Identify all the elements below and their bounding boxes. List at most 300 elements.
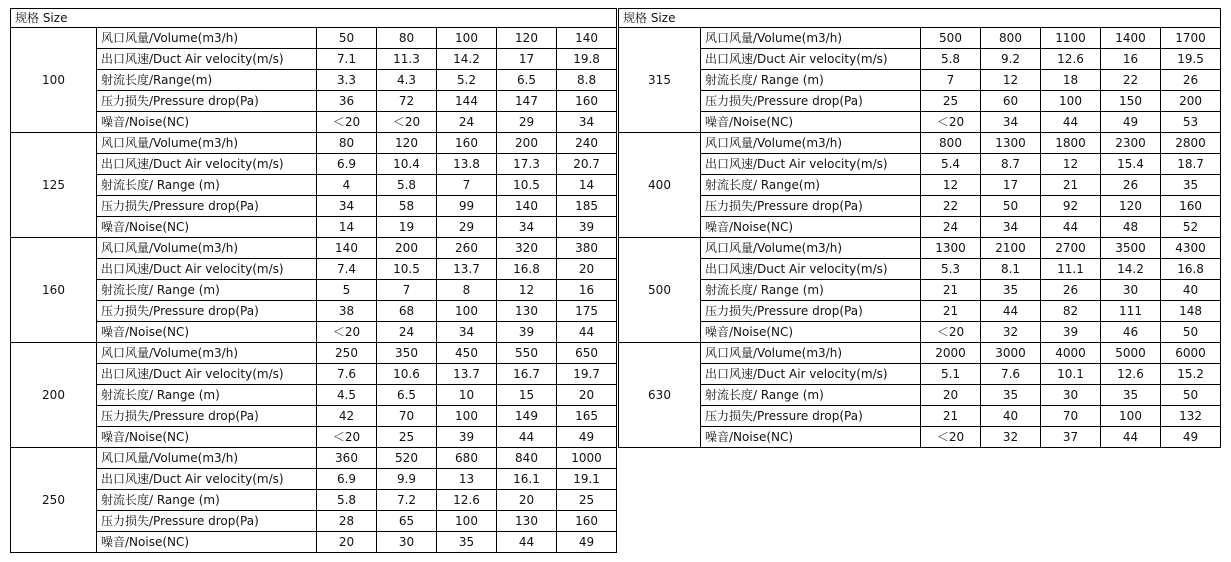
parameter-label: 风口风量/Volume(m3/h): [701, 133, 921, 154]
value-cell: 35: [981, 280, 1041, 301]
parameter-label: 出口风速/Duct Air velocity(m/s): [701, 49, 921, 70]
value-cell: 160: [437, 133, 497, 154]
value-cell: 1400: [1101, 28, 1161, 49]
table-row: [11, 70, 617, 91]
value-cell: ＜20: [377, 112, 437, 133]
value-cell: 9.9: [377, 469, 437, 490]
parameter-label: 射流长度/ Range(m): [701, 175, 921, 196]
value-cell: 15.2: [1161, 364, 1221, 385]
parameter-label: 压力损失/Pressure drop(Pa): [97, 406, 317, 427]
parameter-label: 出口风速/Duct Air velocity(m/s): [97, 49, 317, 70]
value-cell: 8.7: [981, 154, 1041, 175]
value-cell: 7.6: [317, 364, 377, 385]
table-row: [11, 532, 617, 553]
table-row: [11, 154, 617, 175]
value-cell: 6.9: [317, 469, 377, 490]
value-cell: 8: [437, 280, 497, 301]
value-cell: 130: [497, 511, 557, 532]
value-cell: 20: [317, 532, 377, 553]
value-cell: 39: [497, 322, 557, 343]
value-cell: 2100: [981, 238, 1041, 259]
table-row: [11, 511, 617, 532]
spec-table-left: [10, 8, 617, 553]
value-cell: 5.8: [317, 490, 377, 511]
value-cell: 22: [1101, 70, 1161, 91]
value-cell: 11.1: [1041, 259, 1101, 280]
value-cell: 19.5: [1161, 49, 1221, 70]
value-cell: 120: [497, 28, 557, 49]
size-header-label: 规格 Size: [619, 9, 1221, 28]
parameter-label: 射流长度/ Range (m): [97, 175, 317, 196]
value-cell: 48: [1101, 217, 1161, 238]
value-cell: 380: [557, 238, 617, 259]
table-row: [619, 91, 1221, 112]
table-row: [619, 385, 1221, 406]
table-row: [11, 112, 617, 133]
value-cell: 360: [317, 448, 377, 469]
table-row: [11, 469, 617, 490]
parameter-label: 风口风量/Volume(m3/h): [97, 238, 317, 259]
table-row: [619, 427, 1221, 448]
value-cell: 2300: [1101, 133, 1161, 154]
value-cell: 11.3: [377, 49, 437, 70]
value-cell: 6.9: [317, 154, 377, 175]
value-cell: 44: [497, 427, 557, 448]
parameter-label: 噪音/Noise(NC): [97, 112, 317, 133]
value-cell: 5: [317, 280, 377, 301]
value-cell: 12.6: [1041, 49, 1101, 70]
table-row: [11, 322, 617, 343]
size-cell: 400: [619, 133, 701, 238]
value-cell: 150: [1101, 91, 1161, 112]
table-row: [11, 238, 617, 259]
table-row: [619, 217, 1221, 238]
parameter-label: 风口风量/Volume(m3/h): [701, 28, 921, 49]
parameter-label: 压力损失/Pressure drop(Pa): [97, 511, 317, 532]
value-cell: 44: [497, 532, 557, 553]
value-cell: 2000: [921, 343, 981, 364]
value-cell: 34: [981, 112, 1041, 133]
table-row: [619, 364, 1221, 385]
value-cell: 21: [921, 301, 981, 322]
value-cell: 200: [377, 238, 437, 259]
size-cell: 630: [619, 343, 701, 448]
value-cell: 82: [1041, 301, 1101, 322]
size-cell: 125: [11, 133, 97, 238]
parameter-label: 噪音/Noise(NC): [701, 427, 921, 448]
parameter-label: 射流长度/Range(m): [97, 70, 317, 91]
value-cell: 22: [921, 196, 981, 217]
value-cell: 99: [437, 196, 497, 217]
value-cell: 34: [497, 217, 557, 238]
value-cell: 16.8: [1161, 259, 1221, 280]
value-cell: 58: [377, 196, 437, 217]
table-row: [11, 28, 617, 49]
parameter-label: 压力损失/Pressure drop(Pa): [701, 196, 921, 217]
value-cell: 14.2: [1101, 259, 1161, 280]
value-cell: 19.8: [557, 49, 617, 70]
value-cell: 30: [1101, 280, 1161, 301]
spec-table-left-body: [11, 9, 617, 553]
value-cell: 12: [981, 70, 1041, 91]
table-row: [11, 343, 617, 364]
spec-table-right: [618, 8, 1221, 448]
value-cell: 21: [921, 406, 981, 427]
parameter-label: 压力损失/Pressure drop(Pa): [701, 406, 921, 427]
table-row: [11, 133, 617, 154]
value-cell: 14: [557, 175, 617, 196]
value-cell: 5.8: [377, 175, 437, 196]
value-cell: 24: [377, 322, 437, 343]
value-cell: 12.6: [1101, 364, 1161, 385]
value-cell: 40: [981, 406, 1041, 427]
value-cell: 13.8: [437, 154, 497, 175]
value-cell: 4300: [1161, 238, 1221, 259]
value-cell: 10.5: [377, 259, 437, 280]
value-cell: 24: [437, 112, 497, 133]
size-cell: 315: [619, 28, 701, 133]
parameter-label: 出口风速/Duct Air velocity(m/s): [701, 259, 921, 280]
parameter-label: 噪音/Noise(NC): [97, 427, 317, 448]
value-cell: 16: [1101, 49, 1161, 70]
parameter-label: 噪音/Noise(NC): [701, 322, 921, 343]
parameter-label: 风口风量/Volume(m3/h): [97, 133, 317, 154]
value-cell: 44: [1041, 112, 1101, 133]
parameter-label: 射流长度/ Range (m): [701, 385, 921, 406]
table-header-row: [11, 9, 617, 28]
value-cell: 130: [497, 301, 557, 322]
value-cell: 39: [437, 427, 497, 448]
value-cell: ＜20: [317, 322, 377, 343]
value-cell: 4.3: [377, 70, 437, 91]
table-row: [619, 343, 1221, 364]
value-cell: 14.2: [437, 49, 497, 70]
value-cell: 12: [921, 175, 981, 196]
value-cell: 16.8: [497, 259, 557, 280]
value-cell: ＜20: [921, 322, 981, 343]
parameter-label: 压力损失/Pressure drop(Pa): [701, 301, 921, 322]
value-cell: 149: [497, 406, 557, 427]
value-cell: 3500: [1101, 238, 1161, 259]
parameter-label: 射流长度/ Range (m): [97, 385, 317, 406]
value-cell: 34: [437, 322, 497, 343]
value-cell: 70: [1041, 406, 1101, 427]
table-row: [11, 406, 617, 427]
table-row: [11, 91, 617, 112]
value-cell: 4000: [1041, 343, 1101, 364]
value-cell: 6000: [1161, 343, 1221, 364]
parameter-label: 射流长度/ Range (m): [97, 280, 317, 301]
value-cell: 240: [557, 133, 617, 154]
value-cell: 148: [1161, 301, 1221, 322]
value-cell: 100: [437, 28, 497, 49]
parameter-label: 出口风速/Duct Air velocity(m/s): [97, 469, 317, 490]
value-cell: 120: [377, 133, 437, 154]
value-cell: 350: [377, 343, 437, 364]
value-cell: 32: [981, 427, 1041, 448]
value-cell: 160: [557, 91, 617, 112]
value-cell: 28: [317, 511, 377, 532]
value-cell: 38: [317, 301, 377, 322]
value-cell: 7.6: [981, 364, 1041, 385]
value-cell: 68: [377, 301, 437, 322]
value-cell: 450: [437, 343, 497, 364]
value-cell: 250: [317, 343, 377, 364]
value-cell: 7.2: [377, 490, 437, 511]
parameter-label: 风口风量/Volume(m3/h): [97, 343, 317, 364]
spec-table-right-body: [619, 9, 1221, 448]
value-cell: 39: [1041, 322, 1101, 343]
value-cell: 39: [557, 217, 617, 238]
value-cell: 49: [557, 532, 617, 553]
value-cell: 260: [437, 238, 497, 259]
value-cell: 17: [497, 49, 557, 70]
table-row: [619, 259, 1221, 280]
value-cell: 20: [921, 385, 981, 406]
value-cell: 40: [1161, 280, 1221, 301]
value-cell: 500: [921, 28, 981, 49]
table-row: [619, 280, 1221, 301]
value-cell: 100: [1101, 406, 1161, 427]
size-cell: 250: [11, 448, 97, 553]
value-cell: 9.2: [981, 49, 1041, 70]
table-row: [11, 448, 617, 469]
value-cell: 3.3: [317, 70, 377, 91]
value-cell: 34: [557, 112, 617, 133]
parameter-label: 噪音/Noise(NC): [97, 217, 317, 238]
value-cell: 50: [981, 196, 1041, 217]
value-cell: 140: [497, 196, 557, 217]
table-row: [619, 28, 1221, 49]
value-cell: 3000: [981, 343, 1041, 364]
table-row: [619, 196, 1221, 217]
value-cell: 185: [557, 196, 617, 217]
value-cell: 1000: [557, 448, 617, 469]
value-cell: 2700: [1041, 238, 1101, 259]
value-cell: 100: [437, 511, 497, 532]
value-cell: 840: [497, 448, 557, 469]
value-cell: ＜20: [921, 427, 981, 448]
value-cell: 1700: [1161, 28, 1221, 49]
value-cell: 520: [377, 448, 437, 469]
parameter-label: 出口风速/Duct Air velocity(m/s): [97, 259, 317, 280]
parameter-label: 噪音/Noise(NC): [701, 217, 921, 238]
table-row: [11, 385, 617, 406]
table-header-row: [619, 9, 1221, 28]
value-cell: 29: [497, 112, 557, 133]
parameter-label: 出口风速/Duct Air velocity(m/s): [701, 364, 921, 385]
parameter-label: 噪音/Noise(NC): [701, 112, 921, 133]
value-cell: 29: [437, 217, 497, 238]
table-row: [619, 322, 1221, 343]
parameter-label: 射流长度/ Range (m): [97, 490, 317, 511]
value-cell: 160: [557, 511, 617, 532]
parameter-label: 压力损失/Pressure drop(Pa): [97, 91, 317, 112]
parameter-label: 压力损失/Pressure drop(Pa): [97, 301, 317, 322]
value-cell: 800: [981, 28, 1041, 49]
value-cell: 10.4: [377, 154, 437, 175]
value-cell: 18.7: [1161, 154, 1221, 175]
table-row: [11, 49, 617, 70]
value-cell: 19.7: [557, 364, 617, 385]
value-cell: 6.5: [497, 70, 557, 91]
parameter-label: 压力损失/Pressure drop(Pa): [701, 91, 921, 112]
parameter-label: 噪音/Noise(NC): [97, 322, 317, 343]
value-cell: 650: [557, 343, 617, 364]
value-cell: 5.2: [437, 70, 497, 91]
value-cell: 20: [557, 385, 617, 406]
table-row: [619, 175, 1221, 196]
value-cell: 15: [497, 385, 557, 406]
parameter-label: 出口风速/Duct Air velocity(m/s): [97, 364, 317, 385]
value-cell: 10.5: [497, 175, 557, 196]
table-row: [619, 301, 1221, 322]
parameter-label: 出口风速/Duct Air velocity(m/s): [701, 154, 921, 175]
value-cell: 100: [1041, 91, 1101, 112]
value-cell: 65: [377, 511, 437, 532]
value-cell: 12: [1041, 154, 1101, 175]
value-cell: 12: [497, 280, 557, 301]
value-cell: 26: [1161, 70, 1221, 91]
value-cell: 140: [317, 238, 377, 259]
value-cell: 5.1: [921, 364, 981, 385]
parameter-label: 风口风量/Volume(m3/h): [97, 28, 317, 49]
value-cell: 18: [1041, 70, 1101, 91]
value-cell: 17: [981, 175, 1041, 196]
value-cell: 92: [1041, 196, 1101, 217]
parameter-label: 风口风量/Volume(m3/h): [701, 238, 921, 259]
value-cell: 5.3: [921, 259, 981, 280]
value-cell: 49: [557, 427, 617, 448]
table-row: [11, 259, 617, 280]
value-cell: 4: [317, 175, 377, 196]
value-cell: 25: [377, 427, 437, 448]
parameter-label: 风口风量/Volume(m3/h): [701, 343, 921, 364]
size-cell: 200: [11, 343, 97, 448]
size-cell: 500: [619, 238, 701, 343]
value-cell: 6.5: [377, 385, 437, 406]
value-cell: 100: [437, 406, 497, 427]
value-cell: 20.7: [557, 154, 617, 175]
value-cell: 17.3: [497, 154, 557, 175]
value-cell: 1100: [1041, 28, 1101, 49]
value-cell: 16.1: [497, 469, 557, 490]
value-cell: 165: [557, 406, 617, 427]
value-cell: 21: [1041, 175, 1101, 196]
value-cell: 25: [921, 91, 981, 112]
value-cell: 37: [1041, 427, 1101, 448]
table-row: [619, 154, 1221, 175]
value-cell: 160: [1161, 196, 1221, 217]
size-cell: 100: [11, 28, 97, 133]
value-cell: ＜20: [921, 112, 981, 133]
value-cell: 7: [437, 175, 497, 196]
value-cell: 60: [981, 91, 1041, 112]
value-cell: 100: [437, 301, 497, 322]
value-cell: 19.1: [557, 469, 617, 490]
table-row: [619, 70, 1221, 91]
table-row: [11, 217, 617, 238]
value-cell: 147: [497, 91, 557, 112]
size-header-label: 规格 Size: [11, 9, 617, 28]
value-cell: 132: [1161, 406, 1221, 427]
value-cell: 175: [557, 301, 617, 322]
value-cell: 13.7: [437, 259, 497, 280]
table-row: [619, 112, 1221, 133]
parameter-label: 出口风速/Duct Air velocity(m/s): [97, 154, 317, 175]
value-cell: 680: [437, 448, 497, 469]
value-cell: 8.8: [557, 70, 617, 91]
value-cell: 80: [377, 28, 437, 49]
value-cell: 1300: [981, 133, 1041, 154]
value-cell: 52: [1161, 217, 1221, 238]
table-row: [619, 49, 1221, 70]
value-cell: 140: [557, 28, 617, 49]
value-cell: 35: [1101, 385, 1161, 406]
value-cell: 800: [921, 133, 981, 154]
value-cell: 20: [557, 259, 617, 280]
value-cell: 50: [1161, 322, 1221, 343]
value-cell: 5000: [1101, 343, 1161, 364]
table-row: [11, 301, 617, 322]
table-row: [11, 364, 617, 385]
value-cell: 36: [317, 91, 377, 112]
value-cell: 24: [921, 217, 981, 238]
table-row: [11, 490, 617, 511]
value-cell: 44: [1101, 427, 1161, 448]
table-row: [619, 406, 1221, 427]
value-cell: 34: [317, 196, 377, 217]
value-cell: 13.7: [437, 364, 497, 385]
value-cell: 32: [981, 322, 1041, 343]
value-cell: 16.7: [497, 364, 557, 385]
value-cell: 46: [1101, 322, 1161, 343]
table-row: [11, 175, 617, 196]
value-cell: 10: [437, 385, 497, 406]
value-cell: 16: [557, 280, 617, 301]
value-cell: 5.4: [921, 154, 981, 175]
value-cell: 120: [1101, 196, 1161, 217]
parameter-label: 压力损失/Pressure drop(Pa): [97, 196, 317, 217]
value-cell: 19: [377, 217, 437, 238]
value-cell: 144: [437, 91, 497, 112]
value-cell: 30: [377, 532, 437, 553]
value-cell: 80: [317, 133, 377, 154]
value-cell: 30: [1041, 385, 1101, 406]
parameter-label: 射流长度/ Range (m): [701, 280, 921, 301]
value-cell: 7: [921, 70, 981, 91]
value-cell: 35: [981, 385, 1041, 406]
value-cell: 1300: [921, 238, 981, 259]
size-cell: 160: [11, 238, 97, 343]
value-cell: 7.1: [317, 49, 377, 70]
value-cell: 200: [1161, 91, 1221, 112]
value-cell: 200: [497, 133, 557, 154]
value-cell: 44: [557, 322, 617, 343]
value-cell: 320: [497, 238, 557, 259]
value-cell: 7: [377, 280, 437, 301]
value-cell: 50: [1161, 385, 1221, 406]
value-cell: 1800: [1041, 133, 1101, 154]
value-cell: 5.8: [921, 49, 981, 70]
table-row: [11, 196, 617, 217]
value-cell: 70: [377, 406, 437, 427]
table-row: [619, 133, 1221, 154]
value-cell: 26: [1041, 280, 1101, 301]
value-cell: 21: [921, 280, 981, 301]
value-cell: 7.4: [317, 259, 377, 280]
value-cell: 13: [437, 469, 497, 490]
